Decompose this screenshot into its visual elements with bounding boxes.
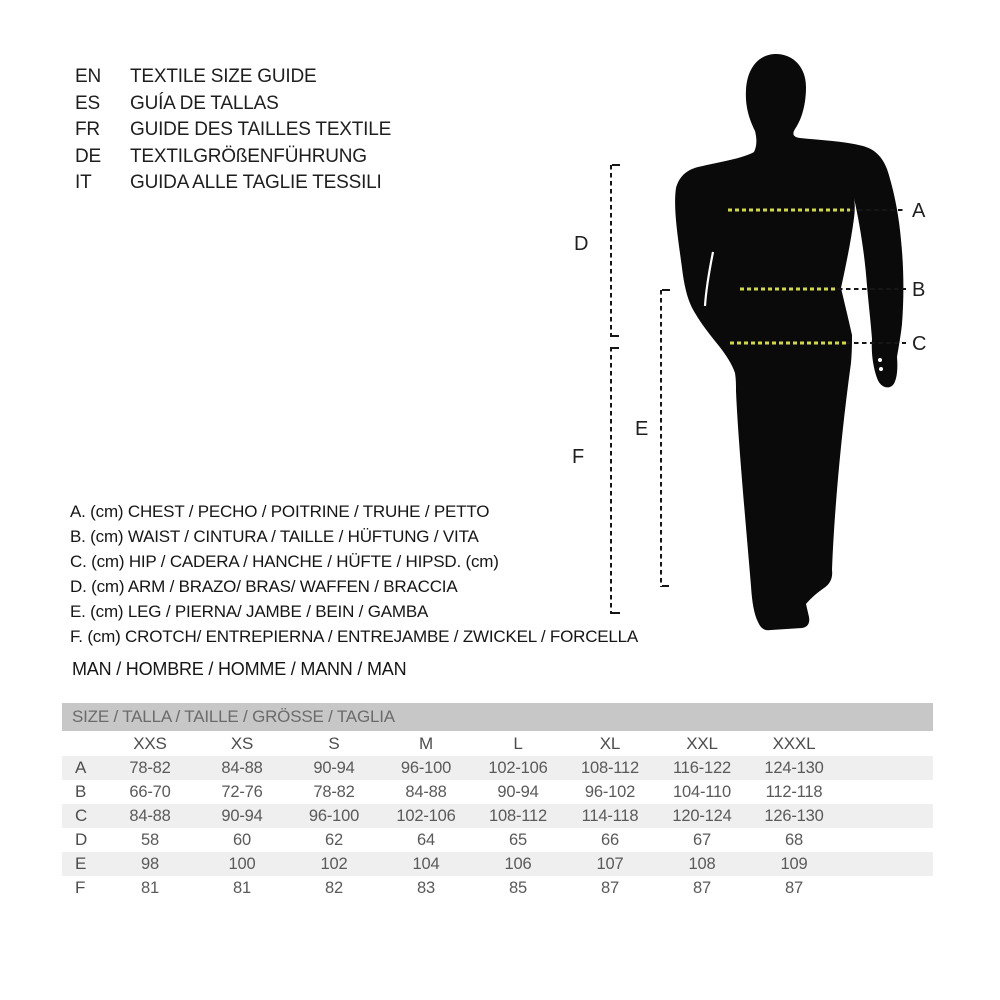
column-header-xl: XL	[599, 733, 621, 753]
table-row-a	[62, 756, 933, 780]
cell: 66-70	[129, 782, 171, 801]
cell: 108-112	[489, 806, 547, 825]
cell: 106	[504, 854, 532, 873]
row-label: B	[75, 782, 87, 801]
cell: 124-130	[764, 758, 824, 777]
cell: 72-76	[221, 782, 263, 801]
cell: 58	[141, 830, 159, 849]
cell: 90-94	[221, 806, 263, 825]
marker-label-f: F	[572, 446, 585, 468]
column-header-m: M	[419, 733, 433, 753]
language-code: IT	[75, 172, 92, 194]
column-header-l: L	[513, 733, 523, 753]
size-table-title: SIZE / TALLA / TAILLE / GRÖSSE / TAGLIA	[62, 703, 933, 731]
row-label: F	[75, 878, 86, 897]
hand-detail	[878, 358, 882, 362]
cell: 87	[601, 878, 619, 897]
row-label: E	[75, 854, 87, 873]
language-title: GUIDA ALLE TAGLIE TESSILI	[130, 172, 382, 194]
measure-tick	[662, 290, 670, 586]
language-title: GUIDE DES TAILLES TEXTILE	[130, 119, 392, 141]
cell: 81	[141, 878, 159, 897]
cell: 98	[141, 854, 159, 873]
cell: 96-100	[308, 806, 360, 825]
legend-line-d: D. (cm) ARM / BRAZO/ BRAS/ WAFFEN / BRACCIA	[70, 576, 458, 596]
cell: 82	[325, 878, 343, 897]
column-header-xs: XS	[230, 733, 254, 753]
cell: 96-100	[400, 758, 452, 777]
cell: 68	[785, 830, 803, 849]
language-row-en	[75, 64, 391, 91]
cell: 85	[509, 878, 527, 897]
cell: 120-124	[672, 806, 732, 825]
marker-label-c: C	[912, 333, 927, 355]
size-table	[62, 703, 933, 900]
cell: 67	[693, 830, 711, 849]
cell: 126-130	[764, 806, 824, 825]
language-row-it	[75, 170, 391, 197]
hand-detail	[879, 367, 883, 371]
language-code: FR	[75, 119, 100, 141]
cell: 107	[596, 854, 624, 873]
cell: 100	[228, 854, 256, 873]
legend-line-e: E. (cm) LEG / PIERNA/ JAMBE / BEIN / GAMBA	[70, 601, 429, 621]
cell: 102-106	[396, 806, 456, 825]
cell: 84-88	[129, 806, 171, 825]
cell: 112-118	[765, 782, 823, 801]
cell: 109	[780, 854, 808, 873]
cell: 78-82	[313, 782, 355, 801]
marker-label-d: D	[574, 233, 589, 255]
cell: 104	[412, 854, 440, 873]
language-code: EN	[75, 66, 101, 88]
measurement-legend	[70, 499, 638, 649]
cell: 64	[417, 830, 435, 849]
table-row-c	[62, 804, 933, 828]
language-title: TEXTILGRÖßENFÜHRUNG	[130, 145, 367, 167]
column-header-xxxl: XXXL	[772, 733, 816, 753]
cell: 81	[233, 878, 251, 897]
cell: 84-88	[405, 782, 447, 801]
size-table-column-headers	[62, 731, 933, 756]
column-header-s: S	[328, 733, 340, 753]
language-code: ES	[75, 92, 100, 114]
measure-tick	[612, 165, 620, 336]
cell: 104-110	[673, 782, 731, 801]
cell: 65	[509, 830, 527, 849]
row-label: D	[75, 830, 88, 849]
cell: 87	[693, 878, 711, 897]
gender-label: MAN / HOMBRE / HOMME / MANN / MAN	[72, 659, 407, 679]
cell: 83	[417, 878, 435, 897]
cell: 102	[320, 854, 348, 873]
legend-line-f: F. (cm) CROTCH/ ENTREPIERNA / ENTREJAMBE / ZWICKEL / FORCELLA	[70, 626, 639, 646]
cell: 87	[785, 878, 803, 897]
row-label: C	[75, 806, 88, 825]
legend-line-c: C. (cm) HIP / CADERA / HANCHE / HÜFTE / HIPSD. (cm)	[70, 551, 499, 571]
cell: 62	[325, 830, 343, 849]
language-row-es	[75, 91, 391, 118]
cell: 60	[233, 830, 251, 849]
cell: 84-88	[221, 758, 263, 777]
legend-line-a: A. (cm) CHEST / PECHO / POITRINE / TRUHE / PETTO	[70, 501, 490, 521]
language-row-fr	[75, 117, 391, 144]
cell: 114-118	[581, 806, 639, 825]
cell: 96-102	[584, 782, 636, 801]
marker-label-e: E	[635, 418, 649, 440]
language-title: TEXTILE SIZE GUIDE	[130, 66, 317, 88]
cell: 78-82	[129, 758, 171, 777]
cell: 108	[688, 854, 716, 873]
table-row-d	[62, 828, 933, 852]
cell: 90-94	[497, 782, 539, 801]
cell: 116-122	[673, 758, 731, 777]
cell: 66	[601, 830, 619, 849]
marker-label-b: B	[912, 279, 926, 301]
table-row-f	[62, 876, 933, 900]
cell: 102-106	[488, 758, 548, 777]
language-code: DE	[75, 145, 101, 167]
table-row-b	[62, 780, 933, 804]
column-header-xxs: XXS	[133, 733, 167, 753]
column-header-xxl: XXL	[686, 733, 718, 753]
table-row-e	[62, 852, 933, 876]
row-label: A	[75, 758, 87, 777]
marker-label-a: A	[912, 200, 926, 222]
legend-line-b: B. (cm) WAIST / CINTURA / TAILLE / HÜFTUNG / VITA	[70, 526, 479, 546]
language-title: GUÍA DE TALLAS	[130, 92, 279, 114]
cell: 108-112	[581, 758, 639, 777]
language-title-list	[75, 64, 391, 197]
language-row-de	[75, 144, 391, 171]
cell: 90-94	[313, 758, 355, 777]
